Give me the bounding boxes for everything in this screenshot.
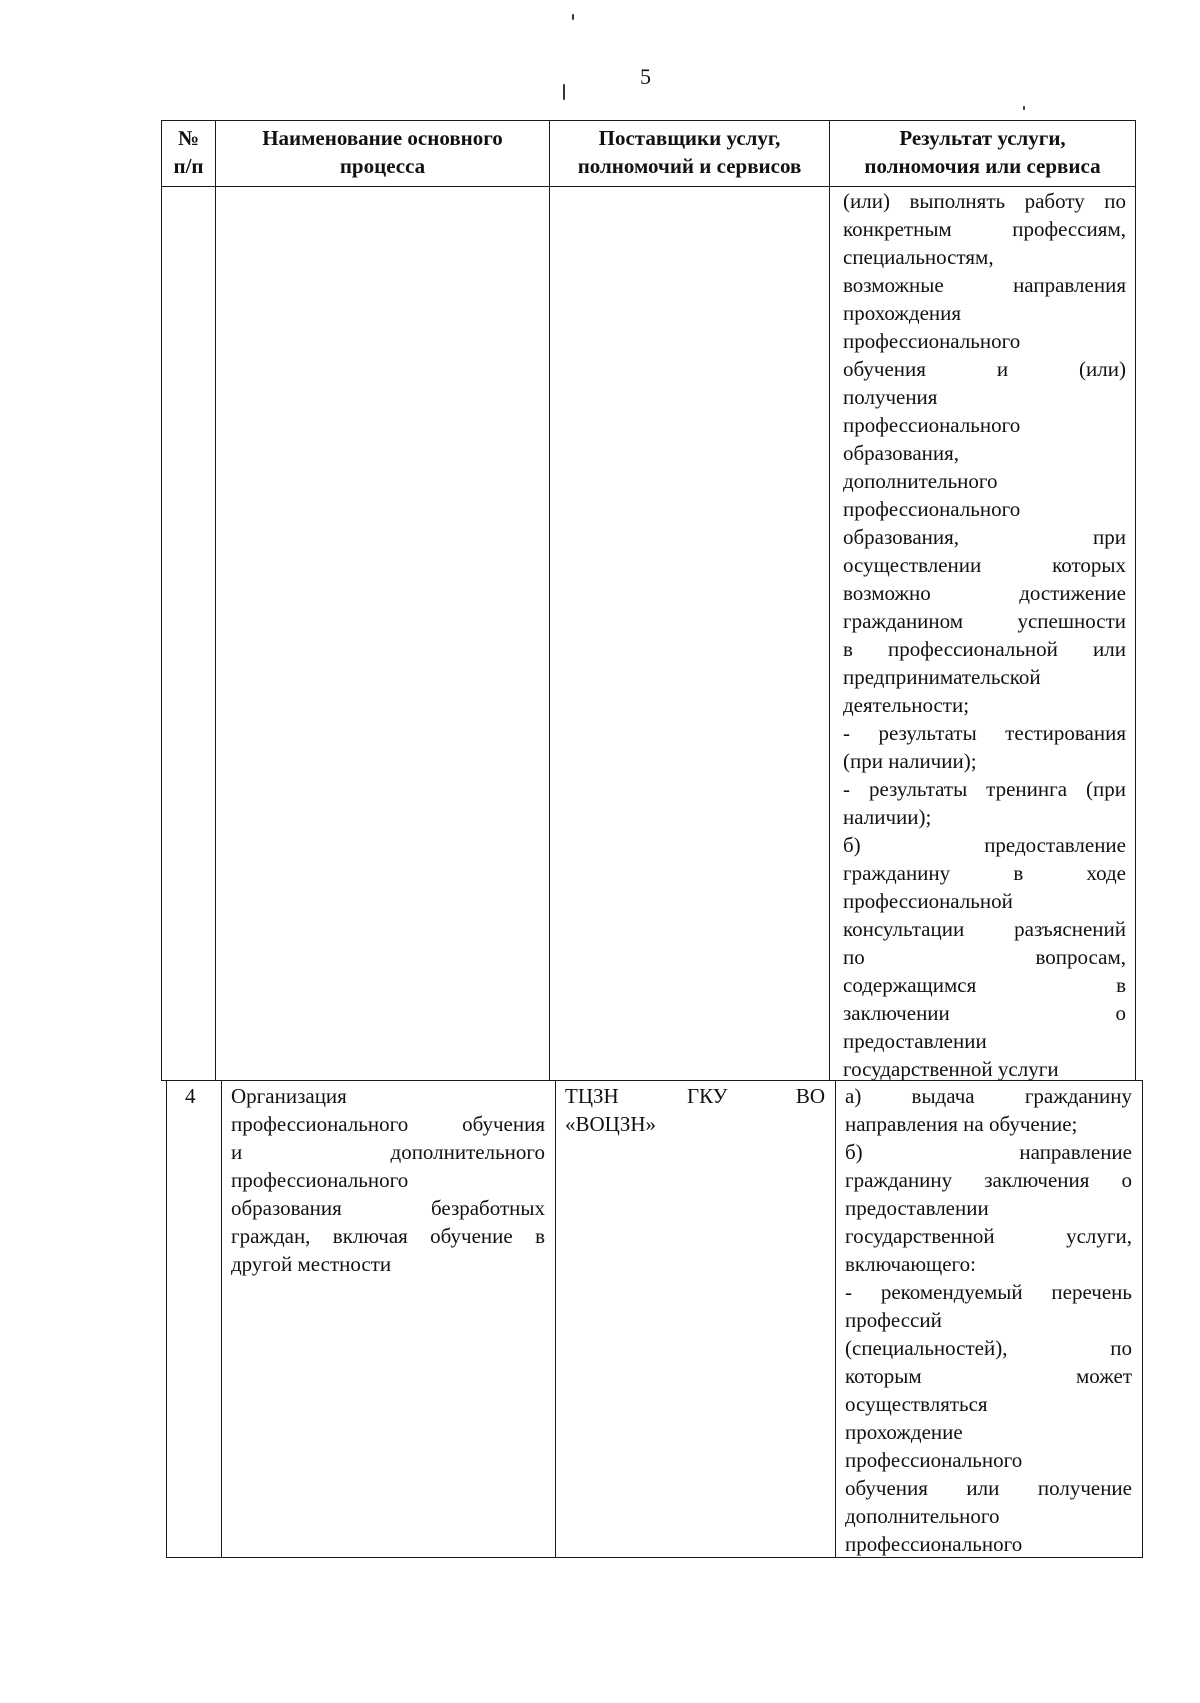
result-line: возможно достижение bbox=[843, 581, 1126, 605]
col-divider-3 bbox=[829, 120, 830, 1080]
result-line: - рекомендуемый перечень bbox=[845, 1280, 1132, 1304]
result-line: профессиональной bbox=[843, 889, 1013, 913]
result-line: профессионального bbox=[845, 1532, 1023, 1556]
header-number-line-2: п/п bbox=[173, 154, 204, 178]
result-line: возможные направления bbox=[843, 273, 1126, 297]
col-divider-3-row4 bbox=[835, 1080, 836, 1557]
result-line: образования, bbox=[843, 441, 960, 465]
header-result-line-1: Результат услуги, bbox=[899, 126, 1066, 150]
header-process bbox=[216, 124, 549, 180]
result-line: деятельности; bbox=[843, 693, 970, 717]
result-line: (специальностей), по bbox=[845, 1336, 1132, 1360]
header-number bbox=[161, 124, 216, 180]
result-line: (при наличии); bbox=[843, 749, 977, 773]
col-right-border-continuation bbox=[1135, 120, 1136, 1080]
result-line: (или) выполнять работу по bbox=[843, 189, 1126, 213]
result-line: предпринимательской bbox=[843, 665, 1041, 689]
result-line: а) выдача гражданину bbox=[845, 1084, 1132, 1108]
provider-line: ТЦЗН ГКУ ВО bbox=[565, 1084, 825, 1108]
result-line: предоставлении bbox=[843, 1029, 987, 1053]
continuation-result-cell bbox=[843, 187, 1126, 1083]
col-divider-1-row4 bbox=[221, 1080, 222, 1557]
scan-speck bbox=[563, 84, 565, 100]
result-line: которым может bbox=[845, 1364, 1132, 1388]
result-line: предоставлении bbox=[845, 1196, 989, 1220]
result-line: в профессиональной или bbox=[843, 637, 1126, 661]
result-line: осуществляться bbox=[845, 1392, 988, 1416]
result-line: профессионального bbox=[843, 497, 1021, 521]
header-process-line-1: Наименование основного bbox=[262, 126, 503, 150]
result-line: - результаты тренинга (при bbox=[843, 777, 1126, 801]
provider-line: «ВОЦЗН» bbox=[565, 1112, 657, 1136]
process-line: профессионального обучения bbox=[231, 1112, 545, 1136]
header-result-line-2: полномочия или сервиса bbox=[864, 154, 1101, 178]
result-line: дополнительного bbox=[843, 469, 998, 493]
row-4-result-cell bbox=[845, 1082, 1132, 1558]
result-line: б) предоставление bbox=[843, 833, 1126, 857]
scan-speck bbox=[1023, 106, 1025, 110]
row-4-process-cell bbox=[231, 1082, 545, 1278]
result-line: дополнительного bbox=[845, 1504, 1000, 1528]
result-line: конкретным профессиям, bbox=[843, 217, 1126, 241]
result-line: содержащимся в bbox=[843, 973, 1126, 997]
result-line: прохождение bbox=[845, 1420, 963, 1444]
scan-speck bbox=[572, 14, 574, 20]
result-line: заключении о bbox=[843, 1001, 1126, 1025]
result-line: профессионального bbox=[845, 1448, 1023, 1472]
result-line: обучения и (или) bbox=[843, 357, 1126, 381]
result-line: специальностям, bbox=[843, 245, 994, 269]
result-line: - результаты тестирования bbox=[843, 721, 1126, 745]
table-border-top bbox=[161, 120, 1135, 121]
row-4-providers-cell bbox=[565, 1082, 825, 1138]
result-line: гражданину в ходе bbox=[843, 861, 1126, 885]
result-line: направления на обучение; bbox=[845, 1112, 1078, 1136]
col-divider-1 bbox=[215, 120, 216, 1080]
result-line: наличии); bbox=[843, 805, 932, 829]
result-line: обучения или получение bbox=[845, 1476, 1132, 1500]
process-line: граждан, включая обучение в bbox=[231, 1224, 545, 1248]
result-line: профессионального bbox=[843, 413, 1021, 437]
col-divider-2-row4 bbox=[555, 1080, 556, 1557]
result-line: консультации разъяснений bbox=[843, 917, 1126, 941]
result-line: по вопросам, bbox=[843, 945, 1126, 969]
row-4-number: 4 bbox=[185, 1084, 196, 1108]
result-line: образования, при bbox=[843, 525, 1126, 549]
result-line: профессионального bbox=[843, 329, 1021, 353]
header-result bbox=[830, 124, 1135, 180]
page-number: 5 bbox=[640, 64, 651, 89]
col-right-border-row4 bbox=[1142, 1080, 1143, 1557]
header-process-line-2: процесса bbox=[339, 154, 426, 178]
col-left-border-row4 bbox=[166, 1080, 167, 1557]
process-line: другой местности bbox=[231, 1252, 392, 1276]
col-left-border-continuation bbox=[161, 120, 162, 1080]
result-line: б) направление bbox=[845, 1140, 1132, 1164]
result-line: гражданину заключения о bbox=[845, 1168, 1132, 1192]
header-providers-line-2: полномочий и сервисов bbox=[577, 154, 802, 178]
result-line: осуществлении которых bbox=[843, 553, 1126, 577]
result-line: государственной услуги, bbox=[845, 1224, 1132, 1248]
header-providers-line-1: Поставщики услуг, bbox=[598, 126, 781, 150]
result-line: гражданином успешности bbox=[843, 609, 1126, 633]
result-line: прохождения bbox=[843, 301, 962, 325]
process-line: Организация bbox=[231, 1084, 347, 1108]
result-line: профессий bbox=[845, 1308, 942, 1332]
result-line: получения bbox=[843, 385, 938, 409]
result-line: включающего: bbox=[845, 1252, 976, 1276]
process-line: профессионального bbox=[231, 1168, 409, 1192]
col-divider-2 bbox=[549, 120, 550, 1080]
header-providers bbox=[550, 124, 829, 180]
process-line: образования безработных bbox=[231, 1196, 545, 1220]
result-line: государственной услуги bbox=[843, 1057, 1059, 1081]
header-number-line-1: № bbox=[177, 126, 200, 150]
process-line: и дополнительного bbox=[231, 1140, 545, 1164]
